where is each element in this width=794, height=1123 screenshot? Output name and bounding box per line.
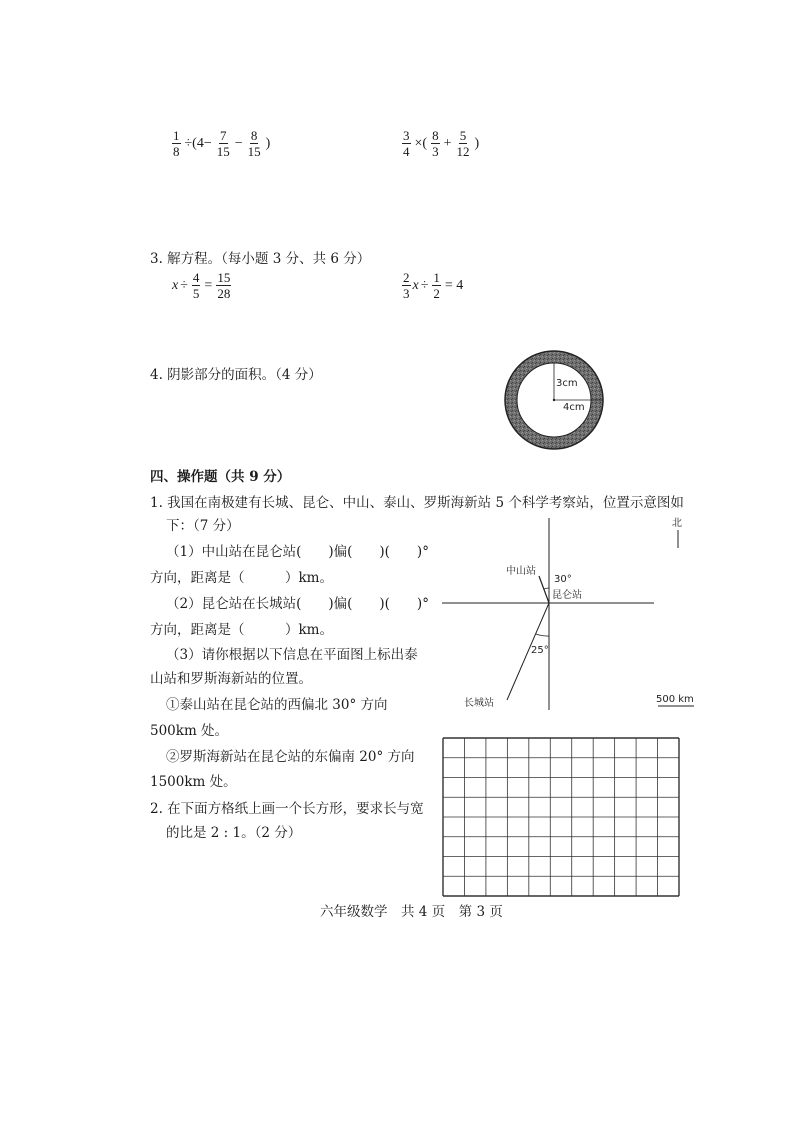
fraction xyxy=(247,128,262,159)
denominator: 2 xyxy=(433,286,440,301)
angle-30-label: 30° xyxy=(554,574,572,585)
calc-expression-1 xyxy=(170,128,272,159)
denominator: 15 xyxy=(247,144,261,159)
q1-part1-line1: （1）中山站在昆仑站( )偏( )( )° xyxy=(166,544,429,560)
numerator: 7 xyxy=(220,128,227,143)
fraction xyxy=(431,128,440,159)
fraction xyxy=(432,270,441,301)
grid-paper[interactable] xyxy=(442,737,680,897)
operator: = 4 xyxy=(444,277,464,293)
denominator: 5 xyxy=(192,286,200,301)
operator: = xyxy=(204,277,213,293)
angle-25-label: 25° xyxy=(531,645,549,656)
fraction xyxy=(172,128,181,159)
equation-2 xyxy=(400,270,465,301)
fraction xyxy=(455,128,470,159)
q2-text-line2: 的比是 2 : 1。（2 分） xyxy=(166,825,302,841)
line-to-zhongshan xyxy=(539,576,549,603)
numerator: 3 xyxy=(403,128,410,143)
page-footer: 六年级数学 共 4 页 第 3 页 xyxy=(320,904,503,920)
fraction xyxy=(402,270,411,301)
q1-part2-line2: 方向，距离是（ ）km。 xyxy=(150,622,333,638)
fraction xyxy=(192,270,201,301)
q1-part2-line1: （2）昆仑站在长城站( )偏( )( )° xyxy=(166,596,429,612)
variable: x xyxy=(412,277,419,293)
denominator: 28 xyxy=(217,286,231,301)
numerator: 2 xyxy=(403,270,410,285)
denominator: 4 xyxy=(403,144,410,159)
condition-1-line1: ①泰山站在昆仑站的西偏北 30° 方向 xyxy=(166,697,388,713)
numerator: 15 xyxy=(217,270,231,285)
operator: ) xyxy=(265,135,271,151)
inner-radius-label: 3cm xyxy=(556,378,578,389)
q3-title: 3. 解方程。（每小题 3 分、共 6 分） xyxy=(150,251,371,267)
operator: + xyxy=(443,135,452,151)
operator: ÷ xyxy=(180,277,188,293)
numerator: 1 xyxy=(173,128,180,143)
q1-part1-line2: 方向，距离是（ ）km。 xyxy=(150,570,333,586)
scale-label: 500 km xyxy=(656,694,694,705)
fraction xyxy=(216,128,231,159)
kunlun-label: 昆仑站 xyxy=(552,590,582,601)
section-4-title: 四、操作题（共 9 分） xyxy=(150,469,291,485)
north-label: 北 xyxy=(672,518,682,529)
condition-1-line2: 500km 处。 xyxy=(150,723,229,739)
q4-title: 4. 阴影部分的面积。（4 分） xyxy=(150,367,322,383)
calc-expression-2 xyxy=(400,128,481,159)
station-map xyxy=(438,510,708,720)
grid-lines xyxy=(443,738,679,896)
numerator: 4 xyxy=(192,270,200,285)
condition-2-line2: 1500km 处。 xyxy=(150,774,237,790)
numerator: 8 xyxy=(250,128,258,143)
numerator: 1 xyxy=(433,270,440,285)
denominator: 3 xyxy=(432,144,439,159)
fraction xyxy=(216,270,231,301)
operator: − xyxy=(234,135,243,151)
operator: ÷(4− xyxy=(184,135,212,151)
denominator: 3 xyxy=(403,286,410,301)
numerator: 5 xyxy=(459,128,467,143)
q1-text-line1: 1. 我国在南极建有长城、昆仑、中山、泰山、罗斯海新站 5 个科学考察站，位置示意图如 xyxy=(150,495,684,511)
angle-arc-25 xyxy=(536,634,549,636)
zhongshan-label: 中山站 xyxy=(506,566,536,577)
denominator: 12 xyxy=(456,144,470,159)
operator: ) xyxy=(474,135,480,151)
angle-arc-30 xyxy=(544,588,549,589)
condition-2-line1: ②罗斯海新站在昆仑站的东偏南 20° 方向 xyxy=(166,749,415,765)
q1-part3-line2: 山站和罗斯海新站的位置。 xyxy=(150,671,312,687)
numerator: 8 xyxy=(432,128,439,143)
operator: ×( xyxy=(414,135,428,151)
operator: ÷ xyxy=(420,277,429,293)
fraction xyxy=(402,128,411,159)
denominator: 15 xyxy=(216,144,230,159)
denominator: 8 xyxy=(173,144,180,159)
q2-text-line1: 2. 在下面方格纸上画一个长方形，要求长与宽 xyxy=(150,801,424,817)
outer-radius-label: 4cm xyxy=(563,402,585,413)
q1-part3-line1: （3）请你根据以下信息在平面图上标出泰 xyxy=(166,647,418,663)
q1-text-line2: 下：（7 分） xyxy=(166,518,240,534)
changcheng-label: 长城站 xyxy=(464,698,494,709)
variable: x xyxy=(172,277,179,293)
equation-1 xyxy=(172,270,233,301)
ring-figure xyxy=(500,346,608,454)
